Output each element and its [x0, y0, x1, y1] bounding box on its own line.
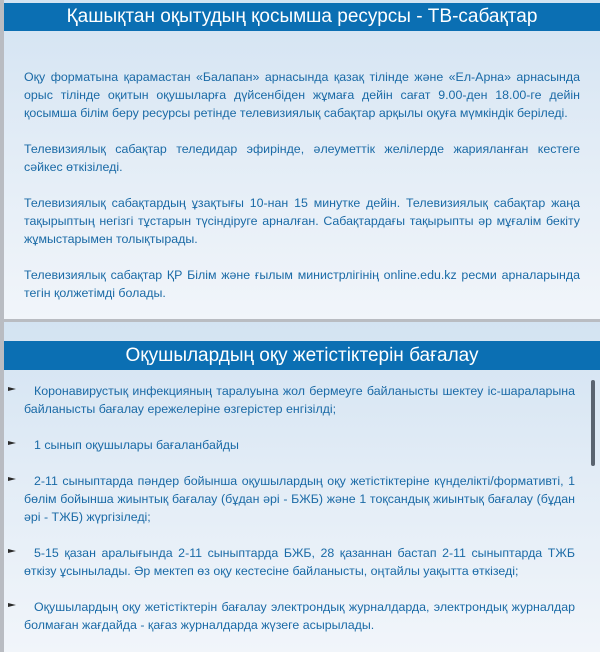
- slide-body: [24, 68, 580, 319]
- paragraph: Оқу форматына қарамастан «Балапан» арнасында қазақ тілінде және «Ел-Арна» арнасында орыс тілінде оқитын оқушыларға дүйсенбіден жұмаға дейін сағат 9.00-ден 18.00-ге дейін қосымша білім беру ресурсы ретінде телевизиялық сабақтар арқылы оқуға мүмкіндік беріледі.: [24, 70, 580, 120]
- list-item-label: 1 сынып оқушылары бағаланбайды: [34, 438, 239, 452]
- slide-assessment: [4, 322, 600, 652]
- list-item-label: 5-15 қазан аралығында 2-11 сыныптарда БЖБ, 28 қазаннан бастап 2-11 сыныптарда ТЖБ өткізу ұсынылады. Әр мектеп өз оқу кестесіне байланысты, оңтайлы уақытта өткізеді;: [24, 546, 575, 578]
- list-item-text: [24, 598, 575, 634]
- list-item: [24, 544, 575, 580]
- list-item: [24, 382, 575, 418]
- list-item-label: 2-11 сыныптарда пәндер бойынша оқушылардың оқу жетістіктеріне күнделікті/формативті, 1 бөлім бойынша жиынтық бағалау (бұдан әрі - БЖБ) және 1 тоқсандық жиынтық бағалау (бұдан әрі - ТЖБ) жүргізіледі;: [24, 474, 575, 524]
- paragraph: Телевизиялық сабақтар ҚР Білім және ғылым министрлігінің online.edu.kz ресми арналарында тегін қолжетімді болады.: [24, 268, 580, 300]
- list-item: [24, 598, 575, 634]
- paragraph: Телевизиялық сабақтардың ұзақтығы 10-нан 15 минутке дейін. Телевизиялық сабақтар жаңа тақырыптың негізгі тұстарын түсіндіруге арналған. Сабақтардағы тақырыпты әр мұғалім бекіту жұмыстарымен толықтырады.: [24, 196, 580, 246]
- slide-title: Қашықтан оқытудың қосымша ресурсы - ТВ-сабақтар: [4, 3, 600, 31]
- slide-title: Оқушылардың оқу жетістіктерін бағалау: [4, 341, 600, 370]
- list-item-text: [24, 544, 575, 580]
- arrow-right-icon: [8, 549, 16, 553]
- scrollbar-thumb[interactable]: [591, 380, 595, 466]
- bullet-list: [24, 382, 575, 652]
- list-item-text: [24, 472, 575, 526]
- list-item: [24, 436, 575, 454]
- arrow-right-icon: [8, 441, 16, 445]
- list-item-label: Коронавирустық инфекцияның таралуына жол бермеуге байланысты шектеу іс-шараларына байланысты бағалау ережелеріне өзгерістер енгізілді;: [24, 384, 575, 416]
- arrow-right-icon: [8, 603, 16, 607]
- arrow-right-icon: [8, 387, 16, 391]
- list-item: [24, 472, 575, 526]
- list-item-text: [24, 382, 575, 418]
- slide-tv-lessons: [4, 0, 600, 319]
- list-item-label: Оқушылардың оқу жетістіктерін бағалау электрондық журналдарда, электрондық журналдар болмаған жағдайда - қағаз журналдарда жүзеге асырылады.: [24, 600, 575, 632]
- list-item-text: [24, 436, 575, 454]
- paragraph: Телевизиялық сабақтар теледидар эфирінде, әлеуметтік желілерде жарияланған кестеге сәйкес өткізіледі.: [24, 142, 580, 174]
- arrow-right-icon: [8, 477, 16, 481]
